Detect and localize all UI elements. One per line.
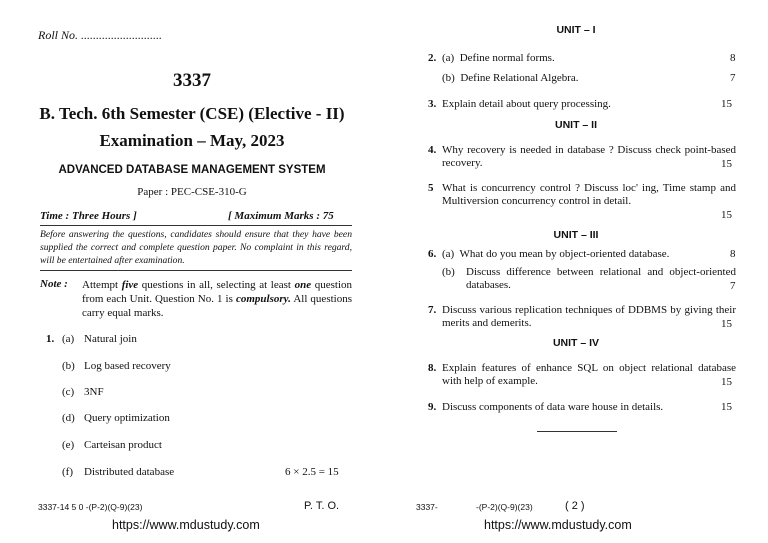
list-item: (d) Query optimization <box>62 412 170 424</box>
question-number: 4. <box>428 144 437 156</box>
question-number: 6. <box>428 248 437 260</box>
question-number: 5 <box>428 182 434 194</box>
max-marks-label: [ Maximum Marks : 75 <box>228 210 334 222</box>
list-item: (b) Log based recovery <box>62 360 171 372</box>
question-marks: 8 <box>730 52 736 64</box>
time-label: Time : Three Hours ] <box>40 210 137 222</box>
question-marks: 15 <box>721 401 732 413</box>
question-number: 3. <box>428 98 437 110</box>
question-marks: 15 <box>721 98 732 110</box>
list-item: (a) Natural join <box>62 333 137 345</box>
question-text: Discuss various replication techniques of DDBMS by giving their merits and demerits. <box>442 304 736 329</box>
divider <box>40 270 352 271</box>
sub-question-text: Discuss difference between relational and object-oriented databases. <box>466 266 736 291</box>
question-number: 9. <box>428 401 437 413</box>
instructions-warning: Before answering the questions, candidates should ensure that they have been supplied the correct and complete question paper. No complaint in this regard, will be entertained after examination. <box>40 229 352 266</box>
end-divider <box>537 431 617 432</box>
subject-title: ADVANCED DATABASE MANAGEMENT SYSTEM <box>58 164 326 176</box>
question-text: Discuss components of data ware house in details. <box>442 401 664 413</box>
question-number: 8. <box>428 362 437 374</box>
note-text: Attempt five questions in all, selecting at least one question from each Unit. Question No. 1 is compulsory. All questions carry equal marks. <box>82 279 352 319</box>
question-text: Why recovery is needed in database ? Discuss check point-based recovery. <box>442 144 736 169</box>
course-title: B. Tech. 6th Semester (CSE) (Elective - II) <box>39 104 345 123</box>
footer-url: https://www.mdustudy.com <box>484 518 632 532</box>
unit-heading: UNIT – II <box>554 119 597 131</box>
list-item: (c) 3NF <box>62 386 104 398</box>
list-item: (f) Distributed database <box>62 466 175 478</box>
unit-heading: UNIT – III <box>553 229 599 241</box>
sub-question-label: (b) <box>442 266 455 278</box>
question-number: 7. <box>428 304 437 316</box>
question-marks: 7 <box>730 72 736 84</box>
page-number: ( 2 ) <box>565 500 585 512</box>
pto-label: P. T. O. <box>304 500 340 512</box>
question-number: 1. <box>46 333 55 345</box>
paper-code-line: Paper : PEC-CSE-310-G <box>137 186 247 198</box>
roll-number: Roll No. ........................... <box>38 28 163 42</box>
question-marks: 15 <box>721 209 732 221</box>
question-text: Explain features of enhance SQL on object relational database with help of example. <box>442 362 736 387</box>
unit-heading: UNIT – IV <box>552 337 600 349</box>
divider <box>40 225 352 226</box>
footer-url: https://www.mdustudy.com <box>112 518 260 532</box>
exam-title: Examination – May, 2023 <box>99 131 285 150</box>
sub-question: (a) What do you mean by object-oriented database. <box>442 248 670 260</box>
question-text: Explain detail about query processing. <box>442 98 611 110</box>
question-marks: 8 <box>730 248 736 260</box>
question-marks: 15 <box>721 376 732 388</box>
question-marks: 15 <box>721 318 732 330</box>
paper-code: 3337 <box>173 70 211 91</box>
question-number: 2. <box>428 52 437 64</box>
question-marks: 15 <box>721 158 732 170</box>
footer-code: 3337- <box>416 502 438 512</box>
sub-question: (b) Define Relational Algebra. <box>442 72 579 84</box>
note-label: Note : <box>40 278 68 290</box>
question-text: What is concurrency control ? Discuss loc' ing, Time stamp and Multiversion concurrency control in detail. <box>442 182 736 207</box>
sub-question: (a) Define normal forms. <box>442 52 555 64</box>
question-marks: 7 <box>730 280 736 292</box>
question-marks: 6 × 2.5 = 15 <box>285 466 339 478</box>
footer-code-suffix: -(P-2)(Q-9)(23) <box>476 502 533 512</box>
right-page <box>384 0 768 543</box>
list-item: (e) Carteisan product <box>62 439 162 451</box>
unit-heading: UNIT – I <box>556 24 596 36</box>
footer-code: 3337-14 5 0 -(P-2)(Q-9)(23) <box>38 502 143 512</box>
